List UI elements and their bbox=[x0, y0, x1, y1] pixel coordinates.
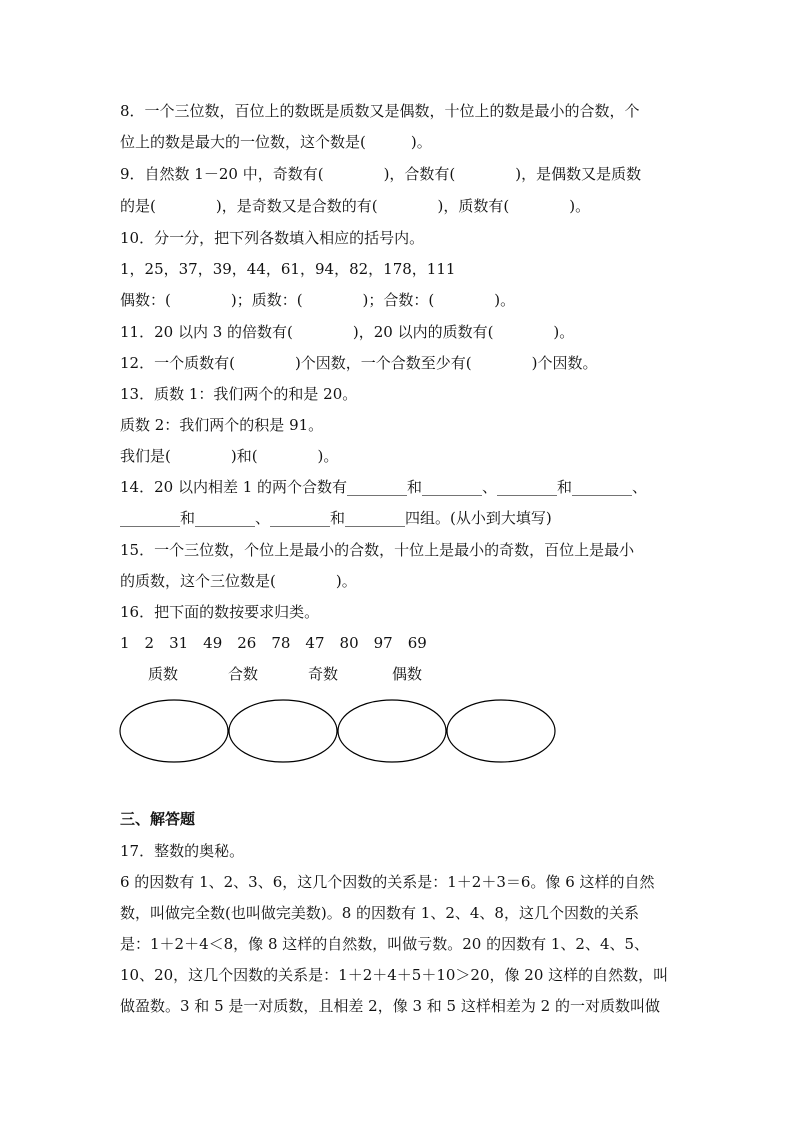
q17-line-4: 10、20，这几个因数的关系是：1＋2＋4＋5＋10＞20，像 20 这样的自然数，叫 bbox=[120, 966, 669, 984]
q11-line: 11．20 以内 3 的倍数有( )，20 以内的质数有( )。 bbox=[120, 323, 575, 341]
q16-title: 16．把下面的数按要求归类。 bbox=[120, 603, 320, 621]
ellipse-odd[interactable] bbox=[338, 700, 446, 762]
q15-line-2: 的质数，这个三位数是( )。 bbox=[120, 572, 357, 590]
category-ellipses bbox=[118, 697, 560, 765]
q16-numbers: 1 2 31 49 26 78 47 80 97 69 bbox=[120, 634, 427, 652]
q10-title: 10．分一分，把下列各数填入相应的括号内。 bbox=[120, 229, 425, 247]
q17-line-3: 是：1＋2＋4＜8，像 8 这样的自然数，叫做亏数。20 的因数有 1、2、4、5、 bbox=[120, 935, 650, 953]
ellipse-composite[interactable] bbox=[229, 700, 337, 762]
q8-line-2: 位上的数是最大的一位数，这个数是( )。 bbox=[120, 133, 432, 151]
q9-line-1: 9．自然数 1－20 中，奇数有( )，合数有( )，是偶数又是质数 bbox=[120, 165, 642, 183]
q13-line-3: 我们是( )和( )。 bbox=[120, 447, 339, 465]
ellipse-even[interactable] bbox=[447, 700, 555, 762]
q9-line-2: 的是( )，是奇数又是合数的有( )，质数有( )。 bbox=[120, 197, 591, 215]
category-label-prime: 质数 bbox=[148, 665, 179, 683]
q8-line-1: 8．一个三位数，百位上的数既是质数又是偶数，十位上的数是最小的合数，个 bbox=[120, 102, 640, 120]
q13-line-2: 质数 2：我们两个的积是 91。 bbox=[120, 416, 324, 434]
q10-numbers: 1，25，37，39，44，61，94，82，178，111 bbox=[120, 260, 456, 278]
q17-line-5: 做盈数。3 和 5 是一对质数，且相差 2，像 3 和 5 这样相差为 2 的一对质数叫做 bbox=[120, 997, 660, 1015]
q13-line-1: 13．质数 1：我们两个的和是 20。 bbox=[120, 385, 358, 403]
q14-line-1: 14．20 以内相差 1 的两个合数有________和________、________和________、 bbox=[120, 478, 648, 496]
q17-title: 17．整数的奥秘。 bbox=[120, 842, 245, 860]
q14-line-2: ________和________、________和________四组。(从小到大填写) bbox=[120, 509, 552, 527]
category-label-composite: 合数 bbox=[228, 665, 259, 683]
category-label-even: 偶数 bbox=[392, 665, 423, 683]
category-label-odd: 奇数 bbox=[308, 665, 339, 683]
q10-answer-line: 偶数：( )；质数：( )；合数：( )。 bbox=[120, 291, 516, 309]
ellipse-prime[interactable] bbox=[120, 700, 228, 762]
q17-line-2: 数，叫做完全数(也叫做完美数)。8 的因数有 1、2、4、8，这几个因数的关系 bbox=[120, 904, 639, 922]
q15-line-1: 15．一个三位数，个位上是最小的合数，十位上是最小的奇数，百位上是最小 bbox=[120, 541, 635, 559]
section-3-heading: 三、解答题 bbox=[120, 810, 196, 828]
q17-line-1: 6 的因数有 1、2、3、6，这几个因数的关系是：1＋2＋3＝6。像 6 这样的自然 bbox=[120, 873, 655, 891]
q12-line: 12．一个质数有( )个因数，一个合数至少有( )个因数。 bbox=[120, 354, 598, 372]
